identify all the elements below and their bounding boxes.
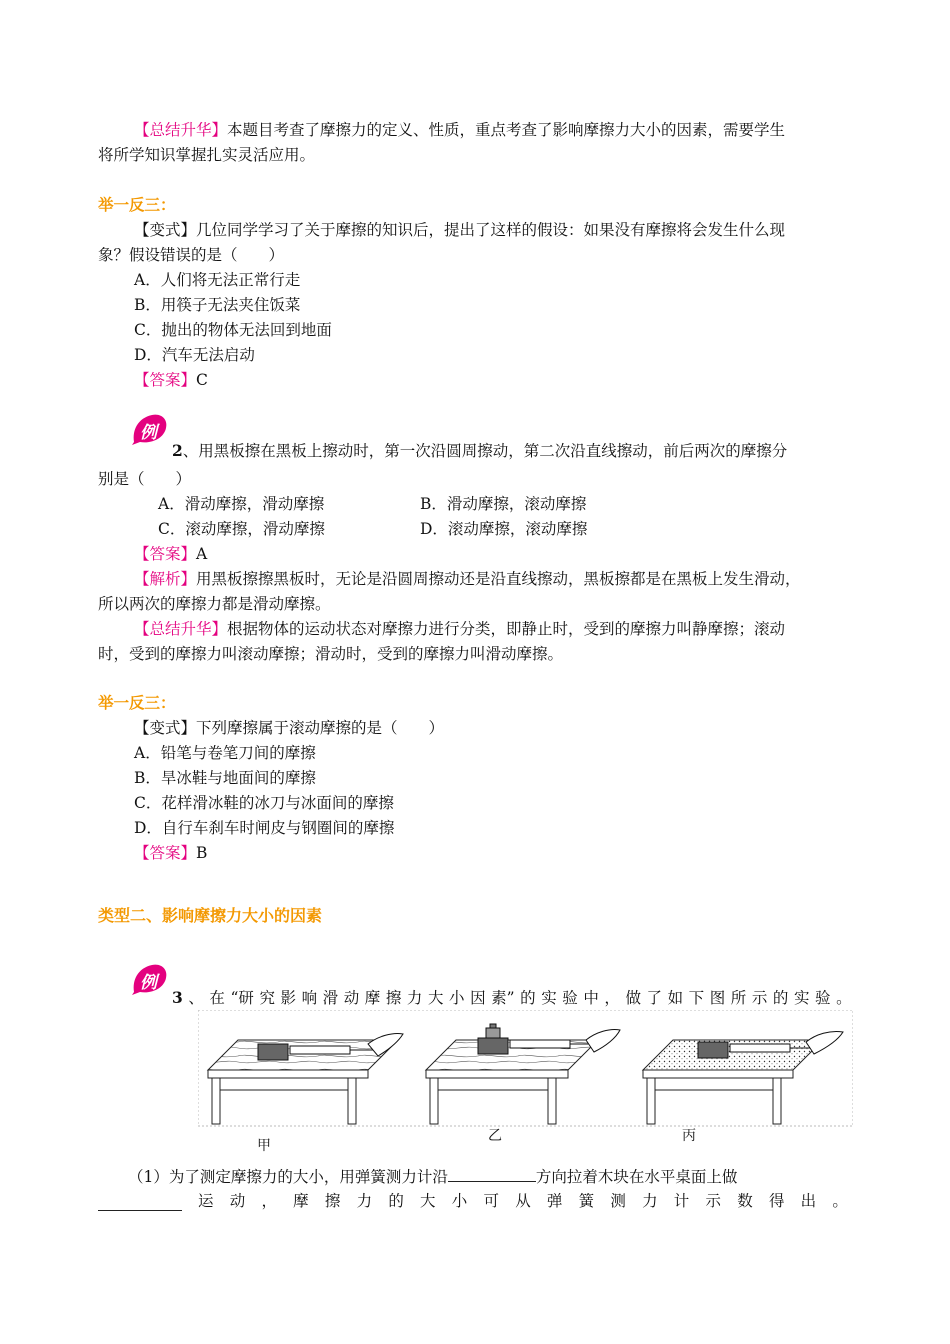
example2-analysis-line2: 所以两次的摩擦力都是滑动摩擦。: [98, 595, 331, 613]
option-b: B．用筷子无法夹住饭菜: [134, 296, 301, 314]
text-char: 测: [610, 1192, 626, 1210]
table-yi: [426, 1024, 620, 1124]
text-char: 因: [470, 989, 486, 1007]
example2-analysis-line1: [134, 568, 801, 590]
text-char: 验: [815, 989, 831, 1007]
variant2-option-c: C．花样滑冰鞋的冰刀与冰面间的摩擦: [134, 794, 394, 812]
example2-option-a: A．滑动摩擦，滑动摩擦: [158, 495, 325, 513]
table-bing: [643, 1031, 843, 1124]
variant2-option-d: D．自行车刹车时闸皮与钢圈间的摩擦: [134, 819, 395, 837]
example3-question: [172, 987, 852, 1009]
text-char: 了: [646, 989, 663, 1007]
text-char: 实: [793, 989, 810, 1007]
text-char: 图: [709, 989, 726, 1007]
answer-label: 【答案】: [134, 545, 197, 563]
section-title: 类型二、影响摩擦力大小的因素: [98, 906, 323, 925]
text-char: 力: [406, 989, 423, 1007]
text-char: 示: [705, 1192, 722, 1210]
answer-value: C: [196, 371, 208, 389]
text-char: 如: [667, 989, 684, 1007]
example2-number: 2: [172, 441, 183, 460]
text-char: 从: [515, 1192, 531, 1210]
figure-label-jia: 甲: [257, 1138, 271, 1154]
text-char: ，: [604, 989, 620, 1007]
variant2-answer: [134, 842, 207, 864]
blank-direction: [448, 1165, 536, 1182]
example2-question-text: 、用黑板擦在黑板上擦动时，第一次沿圆周擦动，第二次沿直线擦动，前后两次的摩擦分: [182, 442, 788, 460]
example2-answer: [134, 543, 207, 565]
experiment-figure: [198, 1010, 853, 1128]
text-char: 力: [642, 1192, 658, 1210]
text-char: 摩: [293, 1192, 309, 1210]
variant-question-text: 下列摩擦属于滚动摩擦的是（ ）: [196, 719, 445, 737]
text-char: 小: [449, 989, 465, 1007]
text-char: 擦: [324, 1192, 341, 1210]
summary-label: 【总结升华】: [134, 121, 228, 139]
option-c: C．抛出的物体无法回到地面: [134, 321, 332, 339]
text-char: 计: [673, 1192, 690, 1210]
text-char: 素”: [491, 989, 515, 1007]
option-d: D．汽车无法启动: [134, 346, 255, 364]
text-char: 弹: [546, 1192, 563, 1210]
variant-question-1: [134, 219, 785, 241]
text-char: 滑: [322, 989, 339, 1007]
text-char: 的: [520, 989, 536, 1007]
summary-text-line1: 本题目考查了摩擦力的定义、性质，重点考查了影响摩擦力大小的因素，需要学生: [227, 121, 786, 139]
text-char: 得: [768, 1192, 785, 1210]
text-char: 的: [772, 989, 789, 1007]
text-char: 大: [427, 989, 444, 1007]
text-char: 。: [832, 1192, 848, 1210]
example3-q1-line1: [128, 1165, 737, 1188]
figure-label-bing: 丙: [682, 1128, 696, 1144]
variant-label: 【变式】: [134, 719, 197, 737]
text-char: 力: [356, 1192, 373, 1210]
analysis-label: 【解析】: [134, 570, 197, 588]
variant-question-2: [134, 717, 444, 739]
answer-label: 【答案】: [134, 371, 197, 389]
text-char: 运: [198, 1192, 214, 1210]
text-char: 数: [737, 1192, 753, 1210]
summary-paragraph-1: [134, 119, 785, 141]
figure-label-yi: 乙: [488, 1128, 502, 1144]
variant2-option-b: B．旱冰鞋与地面间的摩擦: [134, 769, 316, 787]
example3-q1-line2: [198, 1190, 848, 1212]
example3-number: 3: [172, 988, 183, 1007]
example-badge-text: 例: [140, 973, 157, 993]
text-char: 出: [800, 1192, 817, 1210]
text-char: 所: [730, 989, 747, 1007]
text-char: 示: [751, 989, 768, 1007]
text-char: 、: [188, 989, 204, 1007]
ju-yi-fan-san-heading: 举一反三：: [98, 196, 176, 214]
summary-label: 【总结升华】: [134, 620, 228, 638]
text-char: 验: [562, 989, 578, 1007]
text-char: 在: [209, 989, 225, 1007]
blank-motion: [98, 1194, 182, 1211]
text-char: “研: [230, 989, 254, 1007]
ju-yi-fan-san-heading: 举一反三：: [98, 694, 176, 712]
text-char: 响: [301, 989, 318, 1007]
text-char: 动: [343, 989, 360, 1007]
q1-text-part2: 方向拉着木块在水平桌面上做: [535, 1168, 738, 1186]
variant-label: 【变式】: [134, 221, 197, 239]
text-char: 簧: [578, 1192, 595, 1210]
text-char: 摩: [364, 989, 381, 1007]
table-jia: [208, 1033, 403, 1124]
text-char: 小: [451, 1192, 468, 1210]
summary-text-line2: 将所学知识掌握扎实灵活应用。: [98, 146, 316, 164]
variant-question-line1: 几位同学学习了关于摩擦的知识后，提出了这样的假设：如果没有摩擦将会发生什么现: [196, 221, 786, 239]
answer-value: B: [196, 844, 208, 862]
answer-1: [134, 369, 208, 391]
text-char: 可: [483, 1192, 499, 1210]
variant2-option-a: A．铅笔与卷笔刀间的摩擦: [134, 744, 316, 762]
text-char: 影: [280, 989, 297, 1007]
text-char: 做: [625, 989, 641, 1007]
text-char: ，: [261, 1192, 277, 1210]
text-char: 大: [420, 1192, 436, 1210]
example-badge-text: 例: [140, 423, 157, 443]
example2-question-line2: 别是（ ）: [98, 470, 192, 488]
analysis-text: 用黑板擦擦黑板时，无论是沿圆周擦动还是沿直线擦动，黑板擦都是在黑板上发生滑动，: [196, 570, 801, 588]
text-char: 。: [836, 989, 852, 1007]
example2-option-d: D．滚动摩擦，滚动摩擦: [420, 520, 588, 538]
example2-question-line1: [172, 440, 787, 462]
answer-label: 【答案】: [134, 844, 197, 862]
example2-option-b: B．滑动摩擦，滚动摩擦: [420, 495, 587, 513]
q1-text-part1: （1）为了测定摩擦力的大小，用弹簧测力计沿: [128, 1168, 448, 1186]
text-char: 的: [388, 1192, 404, 1210]
example2-option-c: C．滚动摩擦，滑动摩擦: [158, 520, 325, 538]
text-char: 下: [688, 989, 705, 1007]
example2-summary-line1: [134, 618, 785, 640]
text-char: 实: [541, 989, 557, 1007]
variant-question-line2: 象？假设错误的是（ ）: [98, 246, 285, 264]
answer-value: A: [196, 545, 208, 563]
text-char: 动: [229, 1192, 246, 1210]
example2-summary-line2: 时，受到的摩擦力叫滚动摩擦；滑动时，受到的摩擦力叫滑动摩擦。: [98, 645, 564, 663]
text-char: 擦: [385, 989, 402, 1007]
summary-text: 根据物体的运动状态对摩擦力进行分类，即静止时，受到的摩擦力叫静摩擦；滚动: [227, 620, 786, 638]
option-a: A．人们将无法正常行走: [134, 271, 301, 289]
text-char: 中: [583, 989, 599, 1007]
text-char: 究: [259, 989, 275, 1007]
